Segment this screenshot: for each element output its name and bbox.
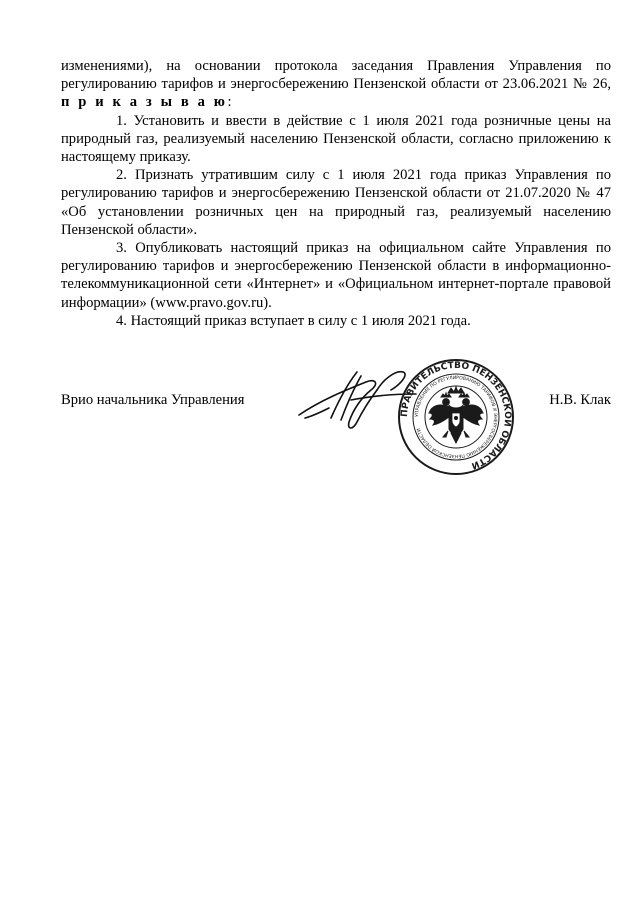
order-keyword: п р и к а з ы в а ю [61,94,228,111]
paragraph-intro [61,57,611,112]
paragraph-item-2: 2. Признать утратившим силу с 1 июля 2021 года приказ Управления по регулированию тарифов и энергосбережению Пензенской области от 21.07.2020 № 47 «Об установлении розничных цен на природный газ, реализуемый населению Пензенской области». [61,167,611,238]
intro-text: изменениями), на основании протокола заседания Правления Управления по регулированию тарифов и энергосбережению Пензенской области от 23.06.2021 № 26, [61,58,611,93]
intro-colon: : [227,94,232,111]
document-body [61,57,611,330]
paragraph-item-1: 1. Установить и ввести в действие с 1 июля 2021 года розничные цены на природный газ, реализуемый населению Пензенской области, согласно приложению к настоящему приказу. [61,112,611,166]
signature-block [61,360,611,470]
paragraph-item-3: 3. Опубликовать настоящий приказ на официальном сайте Управления по регулированию тарифов и энергосбережению Пензенской области в информационно-телекоммуникационной сети «Интернет» и «Официальном интернет-портале правовой информации» (www.pravo.gov.ru). [61,240,611,311]
seal-inner-text: УПРАВЛЕНИЕ ПО РЕГУЛИРОВАНИЮ ТАРИФОВ И ЭНЕРГОСБЕРЕЖЕНИЮ ПЕНЗЕНСКОЙ ОБЛАСТИ [414,375,498,459]
seal-outer-text: ПРАВИТЕЛЬСТВО ПЕНЗЕНСКОЙ ОБЛАСТИ [399,360,513,471]
official-seal [396,357,516,477]
coat-of-arms-icon [429,387,483,443]
paragraph-item-4: 4. Настоящий приказ вступает в силу с 1 июля 2021 года. [116,312,471,329]
signatory-position: Врио начальника Управления [61,392,245,408]
signatory-name: Н.В. Клак [549,392,611,408]
